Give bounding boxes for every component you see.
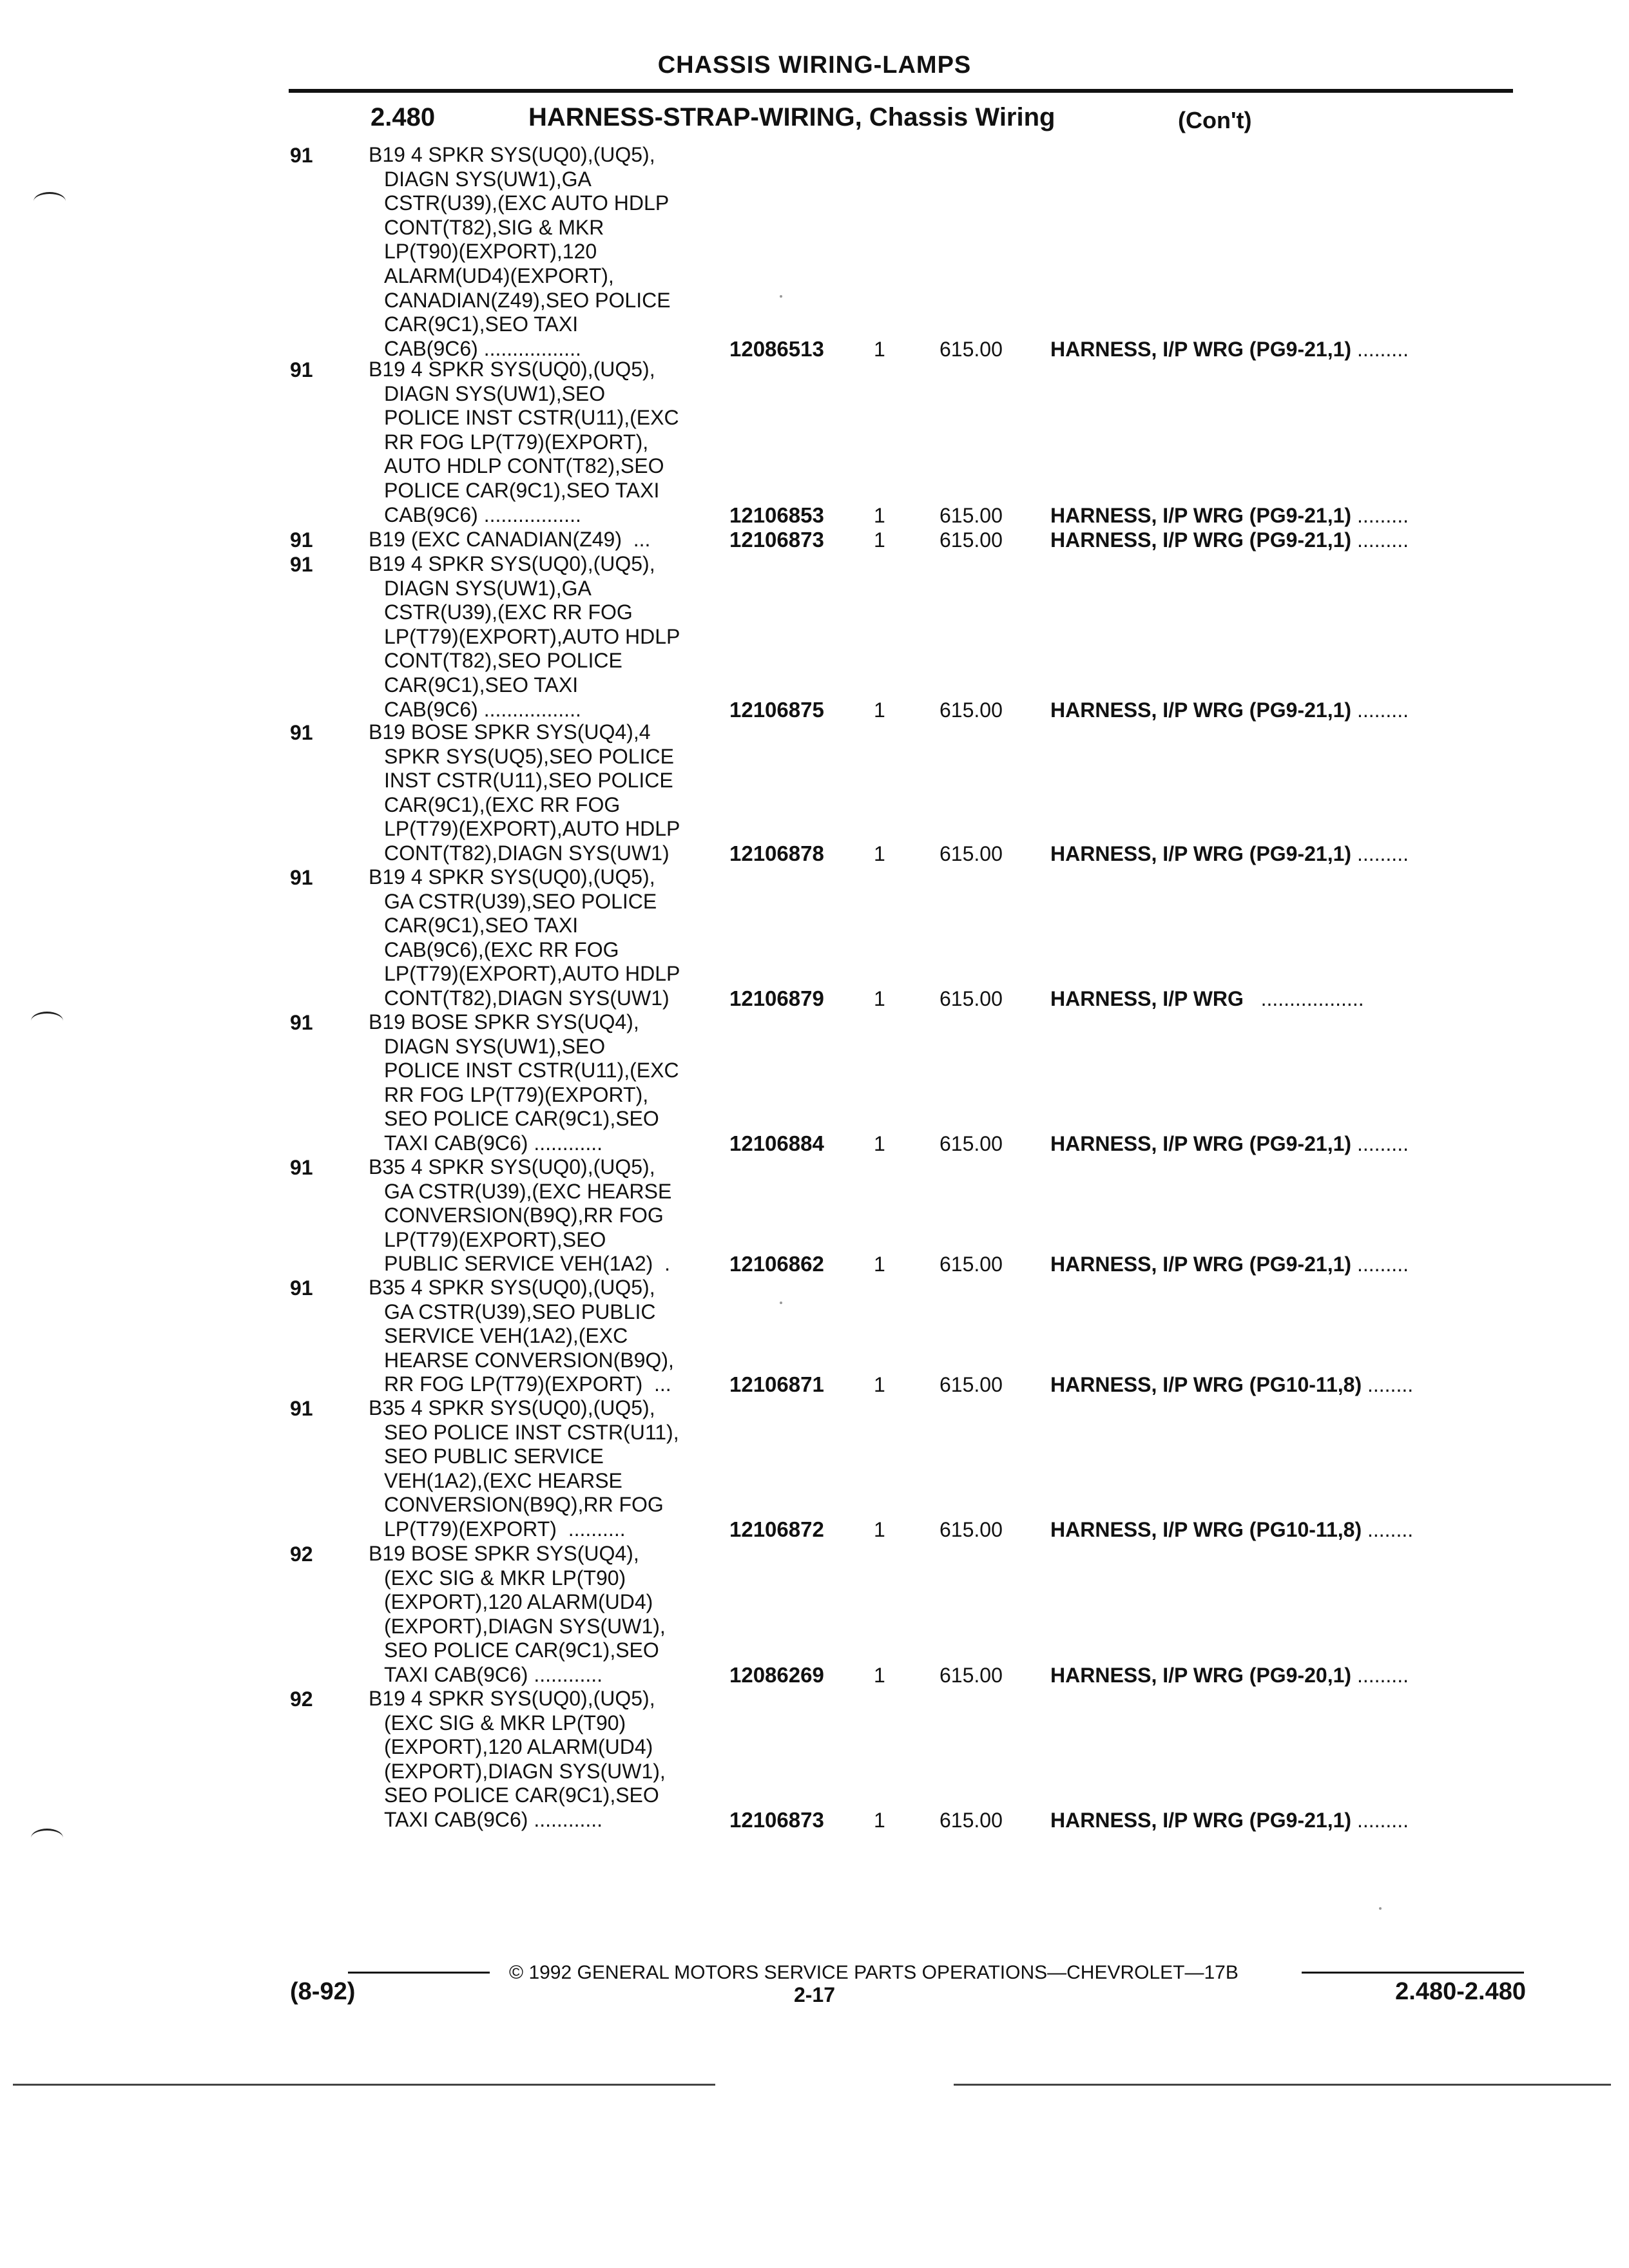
usage-description-line: GA CSTR(U39),SEO PUBLIC — [384, 1300, 656, 1323]
figure-number: 91 — [290, 144, 313, 167]
usage-description-line: HEARSE CONVERSION(B9Q), — [384, 1348, 674, 1372]
price: 615.00 — [940, 503, 1003, 527]
usage-description-line: CAB(9C6),(EXC RR FOG — [384, 937, 619, 961]
dot-leader: ........ — [1362, 1518, 1414, 1541]
figure-number: 91 — [290, 1011, 313, 1034]
figure-number: 91 — [290, 1397, 313, 1420]
usage-description-line: RR FOG LP(T79)(EXPORT), — [384, 430, 649, 454]
part-description: HARNESS, I/P WRG (PG9-21,1) ......... — [1050, 1132, 1409, 1155]
quantity: 1 — [874, 1809, 885, 1832]
margin-mark — [31, 1012, 63, 1030]
section-title: HARNESS-STRAP-WIRING, Chassis Wiring — [528, 103, 1055, 131]
price: 615.00 — [940, 337, 1003, 361]
dot-leader: ........ — [1362, 1373, 1414, 1397]
bottom-edge-rule-right — [954, 2084, 1611, 2086]
usage-description-line: AUTO HDLP CONT(T82),SEO — [384, 454, 664, 478]
part-number: 12106872 — [729, 1517, 824, 1541]
price: 615.00 — [940, 1518, 1003, 1541]
usage-description-line: B19 4 SPKR SYS(UQ0),(UQ5), — [369, 143, 655, 166]
usage-description-line: RR FOG LP(T79)(EXPORT), — [384, 1082, 649, 1106]
quantity: 1 — [874, 337, 885, 361]
dot-leader: ......... — [1351, 1809, 1409, 1832]
usage-description-line: CONT(T82),SEO POLICE — [384, 649, 622, 673]
usage-description-line: (EXPORT),120 ALARM(UD4) — [384, 1590, 653, 1614]
usage-description-line: TAXI CAB(9C6) ............ — [384, 1808, 603, 1831]
usage-description-line: CONVERSION(B9Q),RR FOG — [384, 1204, 664, 1227]
quantity: 1 — [874, 987, 885, 1010]
usage-description-line: CONVERSION(B9Q),RR FOG — [384, 1493, 664, 1517]
usage-description-line: (EXPORT),DIAGN SYS(UW1), — [384, 1759, 666, 1783]
footer-date: (8-92) — [290, 1978, 356, 2005]
part-number: 12106873 — [729, 528, 824, 552]
price: 615.00 — [940, 1373, 1003, 1397]
margin-mark — [34, 192, 66, 211]
usage-description-line: (EXPORT),120 ALARM(UD4) — [384, 1735, 653, 1759]
usage-description-line: B19 4 SPKR SYS(UQ0),(UQ5), — [369, 1687, 655, 1710]
figure-number: 92 — [290, 1687, 313, 1711]
usage-description-line: CAB(9C6) ................. — [384, 336, 581, 360]
dot-leader: ......... — [1351, 842, 1409, 865]
part-number: 12106853 — [729, 503, 824, 527]
figure-number: 91 — [290, 528, 313, 552]
part-number: 12106875 — [729, 697, 824, 722]
footer-page-number: 2-17 — [793, 1983, 836, 2006]
scan-speck — [1379, 1907, 1382, 1910]
figure-number: 92 — [290, 1542, 313, 1566]
usage-description-line: ALARM(UD4)(EXPORT), — [384, 264, 614, 287]
margin-mark — [31, 1829, 63, 1847]
usage-description-line: CSTR(U39),(EXC AUTO HDLP — [384, 191, 670, 215]
price: 615.00 — [940, 842, 1003, 865]
price: 615.00 — [940, 1253, 1003, 1276]
quantity: 1 — [874, 503, 885, 527]
quantity: 1 — [874, 528, 885, 552]
part-number: 12106862 — [729, 1252, 824, 1276]
usage-description-line: CAR(9C1),SEO TAXI — [384, 673, 579, 697]
usage-description-line: (EXPORT),DIAGN SYS(UW1), — [384, 1614, 666, 1638]
price: 615.00 — [940, 1132, 1003, 1155]
usage-description-line: GA CSTR(U39),(EXC HEARSE — [384, 1179, 672, 1203]
quantity: 1 — [874, 1132, 885, 1155]
usage-description-line: B35 4 SPKR SYS(UQ0),(UQ5), — [369, 1276, 655, 1299]
usage-description-line: TAXI CAB(9C6) ............ — [384, 1663, 603, 1686]
price: 615.00 — [940, 698, 1003, 722]
usage-description-line: B19 4 SPKR SYS(UQ0),(UQ5), — [369, 865, 655, 889]
usage-description-line: SEO POLICE CAR(9C1),SEO — [384, 1107, 659, 1131]
usage-description-line: CONT(T82),DIAGN SYS(UW1) — [384, 986, 670, 1010]
usage-description-line: LP(T90)(EXPORT),120 — [384, 240, 597, 264]
figure-number: 91 — [290, 866, 313, 889]
usage-description-line: PUBLIC SERVICE VEH(1A2) . — [384, 1252, 670, 1276]
usage-description-line: CSTR(U39),(EXC RR FOG — [384, 601, 633, 624]
usage-description-line: B19 (EXC CANADIAN(Z49) ... — [369, 528, 651, 551]
quantity: 1 — [874, 698, 885, 722]
quantity: 1 — [874, 1664, 885, 1687]
usage-description-line: POLICE INST CSTR(U11),(EXC — [384, 1059, 679, 1082]
usage-description-line: B19 4 SPKR SYS(UQ0),(UQ5), — [369, 358, 655, 381]
part-description: HARNESS, I/P WRG (PG9-20,1) ......... — [1050, 1664, 1409, 1687]
usage-description-line: SEO PUBLIC SERVICE — [384, 1445, 604, 1468]
bottom-edge-rule-left — [13, 2084, 715, 2086]
usage-description-line: DIAGN SYS(UW1),GA — [384, 167, 592, 191]
usage-description-line: CONT(T82),SIG & MKR — [384, 215, 604, 239]
usage-description-line: SEO POLICE CAR(9C1),SEO — [384, 1783, 659, 1807]
usage-description-line: LP(T79)(EXPORT) .......... — [384, 1517, 626, 1541]
part-number: 12106871 — [729, 1372, 824, 1397]
usage-description-line: DIAGN SYS(UW1),GA — [384, 576, 592, 600]
dot-leader: ......... — [1351, 528, 1409, 552]
usage-description-line: (EXC SIG & MKR LP(T90) — [384, 1566, 626, 1590]
part-number: 12106878 — [729, 841, 824, 865]
part-description: HARNESS, I/P WRG (PG9-21,1) ......... — [1050, 1253, 1409, 1276]
usage-description-line: GA CSTR(U39),SEO POLICE — [384, 889, 657, 913]
part-description: HARNESS, I/P WRG (PG9-21,1) ......... — [1050, 698, 1409, 722]
footer-rule-left — [348, 1972, 490, 1974]
usage-description-line: LP(T79)(EXPORT),SEO — [384, 1227, 606, 1251]
usage-description-line: B19 4 SPKR SYS(UQ0),(UQ5), — [369, 552, 655, 575]
figure-number: 91 — [290, 358, 313, 381]
part-description: HARNESS, I/P WRG (PG10-11,8) ........ — [1050, 1518, 1414, 1541]
dot-leader: ......... — [1351, 698, 1409, 722]
usage-description-line: LP(T79)(EXPORT),AUTO HDLP — [384, 962, 680, 986]
usage-description-line: CAR(9C1),(EXC RR FOG — [384, 793, 621, 816]
dot-leader: ......... — [1351, 337, 1409, 361]
section-number: 2.480 — [371, 103, 436, 131]
dot-leader: ......... — [1351, 1664, 1409, 1687]
dot-leader: ......... — [1351, 503, 1409, 527]
usage-description-line: B19 BOSE SPKR SYS(UQ4),4 — [369, 720, 651, 744]
price: 615.00 — [940, 528, 1003, 552]
dot-leader: ......... — [1351, 1132, 1409, 1155]
scan-speck — [780, 295, 782, 298]
footer-rule-right — [1302, 1972, 1524, 1974]
price: 615.00 — [940, 1664, 1003, 1687]
usage-description-line: DIAGN SYS(UW1),SEO — [384, 1034, 606, 1058]
figure-number: 91 — [290, 1276, 313, 1300]
section-continued: (Con't) — [1178, 107, 1252, 133]
scan-speck — [780, 1302, 782, 1304]
figure-number: 91 — [290, 553, 313, 576]
usage-description-line: POLICE INST CSTR(U11),(EXC — [384, 406, 679, 430]
part-number: 12086513 — [729, 336, 824, 361]
usage-description-line: INST CSTR(U11),SEO POLICE — [384, 769, 673, 793]
footer-section-range: 2.480-2.480 — [1395, 1978, 1526, 2005]
usage-description-line: CAB(9C6) ................. — [384, 503, 581, 526]
header-rule — [289, 89, 1513, 93]
usage-description-line: SPKR SYS(UQ5),SEO POLICE — [384, 744, 674, 768]
part-description: HARNESS, I/P WRG (PG9-21,1) ......... — [1050, 842, 1409, 865]
usage-description-line: LP(T79)(EXPORT),AUTO HDLP — [384, 817, 680, 841]
part-number: 12086269 — [729, 1663, 824, 1687]
footer-copyright: © 1992 GENERAL MOTORS SERVICE PARTS OPERATIONS—CHEVROLET—17B — [509, 1962, 1239, 1983]
usage-description-line: LP(T79)(EXPORT),AUTO HDLP — [384, 624, 680, 648]
part-description: HARNESS, I/P WRG (PG9-21,1) ......... — [1050, 1809, 1409, 1832]
usage-description-line: CAR(9C1),SEO TAXI — [384, 914, 579, 937]
usage-description-line: POLICE CAR(9C1),SEO TAXI — [384, 479, 660, 502]
price: 615.00 — [940, 1809, 1003, 1832]
quantity: 1 — [874, 842, 885, 865]
usage-description-line: CANADIAN(Z49),SEO POLICE — [384, 288, 671, 312]
usage-description-line: B35 4 SPKR SYS(UQ0),(UQ5), — [369, 1155, 655, 1178]
usage-description-line: TAXI CAB(9C6) ............ — [384, 1131, 603, 1155]
usage-description-line: B35 4 SPKR SYS(UQ0),(UQ5), — [369, 1396, 655, 1419]
usage-description-line: SEO POLICE INST CSTR(U11), — [384, 1420, 679, 1444]
usage-description-line: DIAGN SYS(UW1),SEO — [384, 381, 606, 405]
usage-description-line: VEH(1A2),(EXC HEARSE — [384, 1468, 622, 1492]
part-description: HARNESS, I/P WRG (PG9-21,1) ......... — [1050, 337, 1409, 361]
page-header-title: CHASSIS WIRING-LAMPS — [657, 52, 972, 79]
usage-description-line: CAR(9C1),SEO TAXI — [384, 312, 579, 336]
usage-description-line: SERVICE VEH(1A2),(EXC — [384, 1324, 628, 1348]
quantity: 1 — [874, 1373, 885, 1397]
quantity: 1 — [874, 1518, 885, 1541]
price: 615.00 — [940, 987, 1003, 1010]
figure-number: 91 — [290, 721, 313, 744]
part-description: HARNESS, I/P WRG (PG9-21,1) ......... — [1050, 503, 1409, 527]
usage-description-line: SEO POLICE CAR(9C1),SEO — [384, 1639, 659, 1662]
dot-leader: .................. — [1243, 987, 1364, 1010]
usage-description-line: CAB(9C6) ................. — [384, 697, 581, 721]
usage-description-line: B19 BOSE SPKR SYS(UQ4), — [369, 1542, 639, 1565]
part-number: 12106873 — [729, 1808, 824, 1832]
usage-description-line: B19 BOSE SPKR SYS(UQ4), — [369, 1010, 639, 1033]
part-description: HARNESS, I/P WRG (PG10-11,8) ........ — [1050, 1373, 1414, 1397]
part-description: HARNESS, I/P WRG (PG9-21,1) ......... — [1050, 528, 1409, 552]
usage-description-line: (EXC SIG & MKR LP(T90) — [384, 1711, 626, 1735]
quantity: 1 — [874, 1253, 885, 1276]
part-number: 12106879 — [729, 986, 824, 1010]
part-description: HARNESS, I/P WRG .................. — [1050, 987, 1364, 1010]
usage-description-line: RR FOG LP(T79)(EXPORT) ... — [384, 1372, 671, 1396]
part-number: 12106884 — [729, 1131, 824, 1155]
dot-leader: ......... — [1351, 1253, 1409, 1276]
figure-number: 91 — [290, 1156, 313, 1179]
usage-description-line: CONT(T82),DIAGN SYS(UW1) — [384, 841, 670, 865]
